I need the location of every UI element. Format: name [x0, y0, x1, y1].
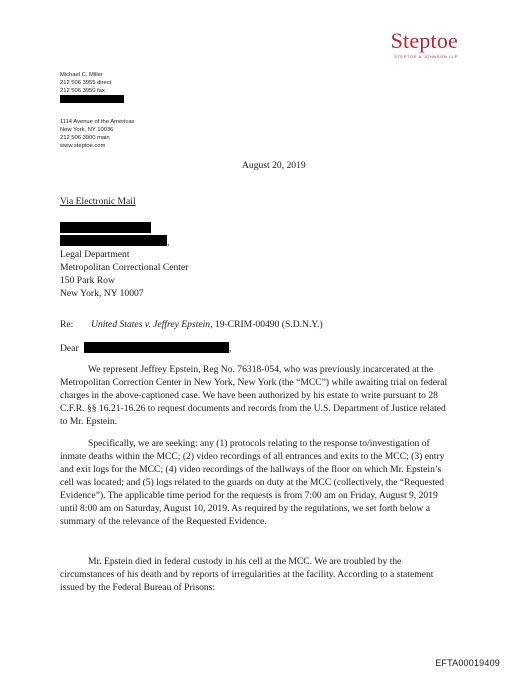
firm-address-line1: 1114 Avenue of the Americas	[60, 119, 135, 125]
redaction-bar	[84, 342, 232, 354]
re-label: Re:	[60, 319, 74, 330]
salutation-punctuation: ,	[229, 343, 232, 354]
firm-logo-name: Steptoe	[390, 28, 458, 53]
recipient-city: New York, NY 10007	[60, 288, 144, 299]
firm-logo	[391, 30, 458, 59]
bates-number: EFTA00019409	[435, 658, 500, 668]
sender-fax: 212 506 3950 fax	[60, 88, 105, 94]
firm-address-line2: New York, NY 10036	[60, 127, 114, 133]
firm-main-phone: 212 506 3900 main	[60, 135, 110, 141]
body-paragraph-1	[60, 363, 452, 428]
delivery-method: Via Electronic Mail	[60, 196, 136, 207]
recipient-block	[60, 222, 188, 300]
recipient-department: Legal Department	[60, 249, 130, 260]
redaction-bar	[60, 95, 124, 103]
recipient-organization: Metropolitan Correctional Center	[60, 262, 189, 273]
salutation-word: Dear	[60, 343, 79, 354]
body-paragraph-2	[60, 437, 452, 528]
sender-name: Michael C. Miller	[60, 72, 103, 78]
recipient-punctuation: ,	[167, 237, 170, 248]
redaction-bar	[60, 222, 151, 233]
firm-logo-subline: STEPTOE & JOHNSON LLP	[394, 54, 458, 59]
salutation	[60, 342, 231, 355]
case-caption: United States v. Jeffrey Epstein	[91, 319, 211, 330]
firm-address-block	[60, 118, 134, 150]
body-paragraph-3	[60, 555, 452, 594]
letter-date: August 20, 2019	[242, 160, 306, 171]
recipient-street: 150 Park Row	[60, 275, 115, 286]
paragraph-text: Mr. Epstein died in federal custody in his cell at the MCC. We are troubled by the circumstances of his death and by reports of irregularities at the facility. According to a statement issued by the Federal Bureau of Prisons:	[60, 556, 434, 593]
re-line	[60, 318, 323, 331]
redaction-bar	[60, 235, 170, 248]
sender-block	[60, 71, 124, 106]
paragraph-text: Specifically, we are seeking: any (1) protocols relating to the response to/investigation of inmate deaths within the MCC; (2) video recordings of all entrances and exits to the MCC; (3) entry and exit logs for the MCC; (4) video recordings of the hallways of the floor on which Mr. Epstein’s cell was located; and (5) logs related to the guards on duty at the MCC (collectively, the “Requested Evidence”). The applicable time period for the requests is from 7:00 am on Friday, August 9, 2019 until 8:00 am on Saturday, August 10, 2019. As required by the regulations, we set forth below a summary of the relevance of the Requested Evidence.	[60, 438, 445, 527]
sender-direct-phone: 212 506 3955 direct	[60, 80, 112, 86]
firm-website: www.steptoe.com	[60, 143, 106, 149]
case-docket: , 19-CRIM-00490 (S.D.N.Y.)	[210, 319, 323, 330]
paragraph-text: We represent Jeffrey Epstein, Reg No. 76318-054, who was previously incarcerated at the Metropolitan Correction Center in New York, New York (the “MCC”) while awaiting trial on federal charges in the above-captioned case. We have been authorized by his estate to write pursuant to 28 C.F.R. §§ 16.21-16.26 to request documents and records from the U.S. Department of Justice related to Mr. Epstein.	[60, 364, 448, 427]
